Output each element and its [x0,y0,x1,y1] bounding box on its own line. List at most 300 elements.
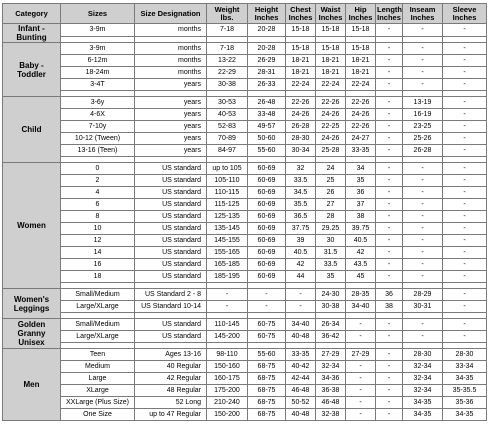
table-row [3,385,487,397]
chest-cell: 32 [286,163,316,175]
sleeve-cell: - [443,187,487,199]
hip-cell: 35 [346,175,376,187]
weight-cell: up to 105 [207,163,248,175]
chest-cell: 35.5 [286,199,316,211]
size-designation-cell: US standard [135,235,207,247]
chest-cell: 22-26 [286,97,316,109]
category-cell: Baby - Toddler [3,43,61,97]
category-cell: Child [3,97,61,163]
size-cell: 0 [61,163,135,175]
size-designation-cell: US standard [135,331,207,343]
hip-cell: 24-27 [346,133,376,145]
size-cell: 6 [61,199,135,211]
table-row [3,259,487,271]
table-row [3,24,487,37]
size-cell: 3-6y [61,97,135,109]
height-cell: 60-69 [248,199,286,211]
table-row [3,211,487,223]
weight-cell: 13-22 [207,55,248,67]
waist-cell: 25 [316,175,346,187]
length-cell: - [376,385,403,397]
hip-cell: 33-35 [346,145,376,157]
size-cell: Small/Medium [61,289,135,301]
height-cell: 33-48 [248,109,286,121]
length-cell: - [376,319,403,331]
waist-cell: 15-18 [316,24,346,37]
size-designation-cell: months [135,55,207,67]
size-designation-cell: up to 47 Regular [135,409,207,421]
height-cell: 68-75 [248,409,286,421]
weight-cell: 30-53 [207,97,248,109]
height-cell: 60-69 [248,187,286,199]
height-cell: 68-75 [248,373,286,385]
inseam-cell: - [403,319,443,331]
chest-cell: - [286,289,316,301]
chest-cell: 37.75 [286,223,316,235]
inseam-cell: - [403,175,443,187]
length-cell: - [376,235,403,247]
size-designation-cell: US standard [135,175,207,187]
chest-cell: 18-21 [286,55,316,67]
sleeve-cell: - [443,331,487,343]
length-cell: - [376,247,403,259]
length-cell: - [376,361,403,373]
sleeve-cell: 34-35 [443,409,487,421]
height-cell: 60-69 [248,271,286,283]
size-designation-cell: US standard [135,211,207,223]
sleeve-cell: 34-35 [443,373,487,385]
weight-cell: 145-155 [207,235,248,247]
header-size-designation: Size Designation [135,4,207,24]
sleeve-cell: - [443,175,487,187]
header-sleeve: Sleeve Inches [443,4,487,24]
inseam-cell: - [403,55,443,67]
category-cell: Infant - Bunting [3,24,61,43]
table-row [3,247,487,259]
sleeve-cell: - [443,211,487,223]
length-cell: - [376,145,403,157]
size-designation-cell: 42 Regular [135,373,207,385]
size-cell: 7-10y [61,121,135,133]
waist-cell: 22-26 [316,97,346,109]
size-designation-cell: US standard [135,247,207,259]
hip-cell: 45 [346,271,376,283]
size-designation-cell: US standard [135,187,207,199]
size-designation-cell: months [135,24,207,37]
table-row [3,199,487,211]
sleeve-cell: - [443,223,487,235]
hip-cell: 24-26 [346,109,376,121]
waist-cell: 25-28 [316,145,346,157]
chest-cell: 30-34 [286,145,316,157]
length-cell: - [376,79,403,91]
hip-cell: 43.5 [346,259,376,271]
size-designation-cell: US Standard 10-14 [135,301,207,313]
length-cell: - [376,67,403,79]
height-cell: 26-33 [248,79,286,91]
header-height: Height Inches [248,4,286,24]
height-cell: 60-69 [248,235,286,247]
height-cell: 55-60 [248,349,286,361]
size-cell: Small/Medium [61,319,135,331]
hip-cell: 18-21 [346,55,376,67]
inseam-cell: - [403,163,443,175]
table-row [3,409,487,421]
chest-cell: 36.5 [286,211,316,223]
inseam-cell: - [403,331,443,343]
sleeve-cell: - [443,247,487,259]
table-row [3,331,487,343]
waist-cell: 35 [316,271,346,283]
sleeve-cell: - [443,24,487,37]
weight-cell: 70-89 [207,133,248,145]
category-cell: Golden Granny Unisex [3,319,61,349]
waist-cell: 30 [316,235,346,247]
inseam-cell: - [403,199,443,211]
length-cell: - [376,373,403,385]
weight-cell: 145-200 [207,331,248,343]
height-cell: 60-69 [248,163,286,175]
table-row [3,145,487,157]
table-row [3,349,487,361]
height-cell: - [248,301,286,313]
height-cell: 20-28 [248,24,286,37]
sleeve-cell: - [443,43,487,55]
waist-cell: 28 [316,211,346,223]
sleeve-cell: 35-35.5 [443,385,487,397]
waist-cell: 27 [316,199,346,211]
height-cell: 60-69 [248,211,286,223]
inseam-cell: 32-34 [403,385,443,397]
hip-cell: 36 [346,187,376,199]
hip-cell: 40.5 [346,235,376,247]
inseam-cell: 32-34 [403,373,443,385]
weight-cell: 7-18 [207,43,248,55]
chest-cell: 40-48 [286,409,316,421]
hip-cell: 37 [346,199,376,211]
waist-cell: 22-24 [316,79,346,91]
size-chart-table [2,3,487,421]
table-row [3,109,487,121]
size-cell: XLarge [61,385,135,397]
header-chest: Chest Inches [286,4,316,24]
inseam-cell: - [403,43,443,55]
weight-cell: 115-125 [207,199,248,211]
waist-cell: 30-38 [316,301,346,313]
size-designation-cell: months [135,43,207,55]
sleeve-cell: 33-34 [443,361,487,373]
height-cell: 60-69 [248,223,286,235]
category-cell: Women's Leggings [3,289,61,319]
chest-cell: 22-24 [286,79,316,91]
hip-cell: - [346,373,376,385]
height-cell: 68-75 [248,361,286,373]
waist-cell: 33.5 [316,259,346,271]
size-cell: 6-12m [61,55,135,67]
height-cell: - [248,289,286,301]
length-cell: - [376,109,403,121]
weight-cell: 7-18 [207,24,248,37]
hip-cell: 34-40 [346,301,376,313]
weight-cell: 30-38 [207,79,248,91]
table-row [3,373,487,385]
waist-cell: 29.25 [316,223,346,235]
weight-cell: 84-97 [207,145,248,157]
weight-cell: 155-165 [207,247,248,259]
table-row [3,235,487,247]
table-row [3,133,487,145]
hip-cell: 18-21 [346,67,376,79]
hip-cell: - [346,331,376,343]
table-row [3,43,487,55]
header-hip: Hip Inches [346,4,376,24]
size-designation-cell: years [135,109,207,121]
sleeve-cell: - [443,259,487,271]
waist-cell: 32-34 [316,361,346,373]
size-designation-cell: years [135,121,207,133]
length-cell: - [376,397,403,409]
hip-cell: 39.75 [346,223,376,235]
size-cell: 10 [61,223,135,235]
inseam-cell: - [403,259,443,271]
chest-cell: 50-52 [286,397,316,409]
inseam-cell: 30-31 [403,301,443,313]
table-row [3,55,487,67]
table-row [3,79,487,91]
length-cell: - [376,331,403,343]
chest-cell: 33.5 [286,175,316,187]
waist-cell: 18-21 [316,55,346,67]
table-row [3,187,487,199]
header-length: Length Inches [377,4,402,22]
table-row [3,271,487,283]
weight-cell: 110-115 [207,187,248,199]
size-cell: Large/XLarge [61,301,135,313]
waist-cell: 27-29 [316,349,346,361]
chest-cell: 34.5 [286,187,316,199]
chest-cell: 15-18 [286,24,316,37]
sleeve-cell: - [443,67,487,79]
size-cell: 10-12 (Tween) [61,133,135,145]
chest-cell: 40.5 [286,247,316,259]
weight-cell: 40-53 [207,109,248,121]
table-row [3,67,487,79]
header-waist: Waist Inches [316,4,346,24]
waist-cell: 46-48 [316,397,346,409]
sleeve-cell: - [443,289,487,301]
length-cell: - [376,223,403,235]
size-cell: 18 [61,271,135,283]
length-cell: - [376,97,403,109]
hip-cell: - [346,385,376,397]
waist-cell: 26-34 [316,319,346,331]
waist-cell: 15-18 [316,43,346,55]
size-cell: 3-4T [61,79,135,91]
inseam-cell: 34-35 [403,409,443,421]
size-cell: 3-9m [61,43,135,55]
sleeve-cell: - [443,133,487,145]
height-cell: 68-75 [248,385,286,397]
size-designation-cell: years [135,79,207,91]
table-row [3,163,487,175]
inseam-cell: - [403,187,443,199]
size-designation-cell: US Standard 2 - 8 [135,289,207,301]
height-cell: 28-31 [248,67,286,79]
chest-cell: 46-48 [286,385,316,397]
inseam-cell: - [403,211,443,223]
header-inseam: Inseam Inches [403,4,443,24]
length-cell: - [376,24,403,37]
chest-cell: 42 [286,259,316,271]
inseam-cell: - [403,247,443,259]
length-cell: - [376,187,403,199]
height-cell: 60-75 [248,331,286,343]
length-cell: - [376,271,403,283]
header-sizes: Sizes [61,4,135,24]
weight-cell: 210-240 [207,397,248,409]
size-cell: Teen [61,349,135,361]
size-cell: One Size [61,409,135,421]
inseam-cell: 25-26 [403,133,443,145]
length-cell: 38 [376,301,403,313]
category-cell: Women [3,163,61,289]
chest-cell: 39 [286,235,316,247]
waist-cell: 26 [316,187,346,199]
size-designation-cell: Ages 13-16 [135,349,207,361]
sleeve-cell: - [443,199,487,211]
sleeve-cell: - [443,121,487,133]
weight-cell: 98-110 [207,349,248,361]
sleeve-cell: - [443,79,487,91]
table-row [3,97,487,109]
inseam-cell: - [403,24,443,37]
size-designation-cell: months [135,67,207,79]
chest-cell: 42-44 [286,373,316,385]
height-cell: 26-48 [248,97,286,109]
length-cell: - [376,121,403,133]
height-cell: 60-69 [248,175,286,187]
inseam-cell: 23-25 [403,121,443,133]
sleeve-cell: - [443,163,487,175]
hip-cell: - [346,319,376,331]
weight-cell: 135-145 [207,223,248,235]
table-row [3,289,487,301]
weight-cell: - [207,289,248,301]
weight-cell: 105-110 [207,175,248,187]
height-cell: 60-75 [248,319,286,331]
inseam-cell: 28-29 [403,289,443,301]
length-cell: 36 [376,289,403,301]
weight-cell: 110-145 [207,319,248,331]
size-cell: 16 [61,259,135,271]
size-cell: 8 [61,211,135,223]
hip-cell: 15-18 [346,24,376,37]
waist-cell: 18-21 [316,67,346,79]
sleeve-cell: - [443,301,487,313]
size-designation-cell: US standard [135,271,207,283]
weight-cell: 165-185 [207,259,248,271]
height-cell: 50-60 [248,133,286,145]
size-cell: 2 [61,175,135,187]
height-cell: 68-75 [248,397,286,409]
size-cell: 14 [61,247,135,259]
sleeve-cell: - [443,145,487,157]
waist-cell: 24-26 [316,109,346,121]
hip-cell: 28-35 [346,289,376,301]
weight-cell: 52-83 [207,121,248,133]
size-cell: Large/XLarge [61,331,135,343]
inseam-cell: 26-28 [403,145,443,157]
inseam-cell: - [403,79,443,91]
sleeve-cell: - [443,271,487,283]
size-designation-cell: 48 Regular [135,385,207,397]
chest-cell: 33-35 [286,349,316,361]
size-cell: 3-9m [61,24,135,37]
length-cell: - [376,175,403,187]
inseam-cell: - [403,223,443,235]
chest-cell: 18-21 [286,67,316,79]
length-cell: - [376,349,403,361]
weight-cell: 185-195 [207,271,248,283]
size-cell: 4-6X [61,109,135,121]
hip-cell: 42 [346,247,376,259]
size-designation-cell: US standard [135,223,207,235]
size-designation-cell: US standard [135,319,207,331]
weight-cell: 150-160 [207,361,248,373]
height-cell: 55-60 [248,145,286,157]
waist-cell: 24-30 [316,289,346,301]
sleeve-cell: - [443,319,487,331]
chest-cell: 26-28 [286,121,316,133]
height-cell: 60-69 [248,259,286,271]
weight-cell: - [207,301,248,313]
size-designation-cell: 40 Regular [135,361,207,373]
length-cell: - [376,163,403,175]
sleeve-cell: - [443,235,487,247]
length-cell: - [376,133,403,145]
size-designation-cell: US standard [135,199,207,211]
height-cell: 49-57 [248,121,286,133]
chest-cell: 28-30 [286,133,316,145]
hip-cell: 34 [346,163,376,175]
inseam-cell: - [403,271,443,283]
header-row [3,4,487,24]
size-cell: Large [61,373,135,385]
hip-cell: - [346,409,376,421]
size-cell: Medium [61,361,135,373]
hip-cell: 38 [346,211,376,223]
height-cell: 26-29 [248,55,286,67]
sleeve-cell: - [443,55,487,67]
waist-cell: 24 [316,163,346,175]
table-row [3,175,487,187]
hip-cell: 27-29 [346,349,376,361]
size-chart-container [2,3,487,421]
waist-cell: 36-38 [316,385,346,397]
inseam-cell: 13-19 [403,97,443,109]
sleeve-cell: - [443,97,487,109]
size-cell: 12 [61,235,135,247]
table-row [3,301,487,313]
weight-cell: 150-200 [207,409,248,421]
weight-cell: 160-175 [207,373,248,385]
size-cell: 13-16 (Teen) [61,145,135,157]
inseam-cell: 16-19 [403,109,443,121]
length-cell: - [376,259,403,271]
hip-cell: 15-18 [346,43,376,55]
hip-cell: 22-26 [346,97,376,109]
length-cell: - [376,199,403,211]
